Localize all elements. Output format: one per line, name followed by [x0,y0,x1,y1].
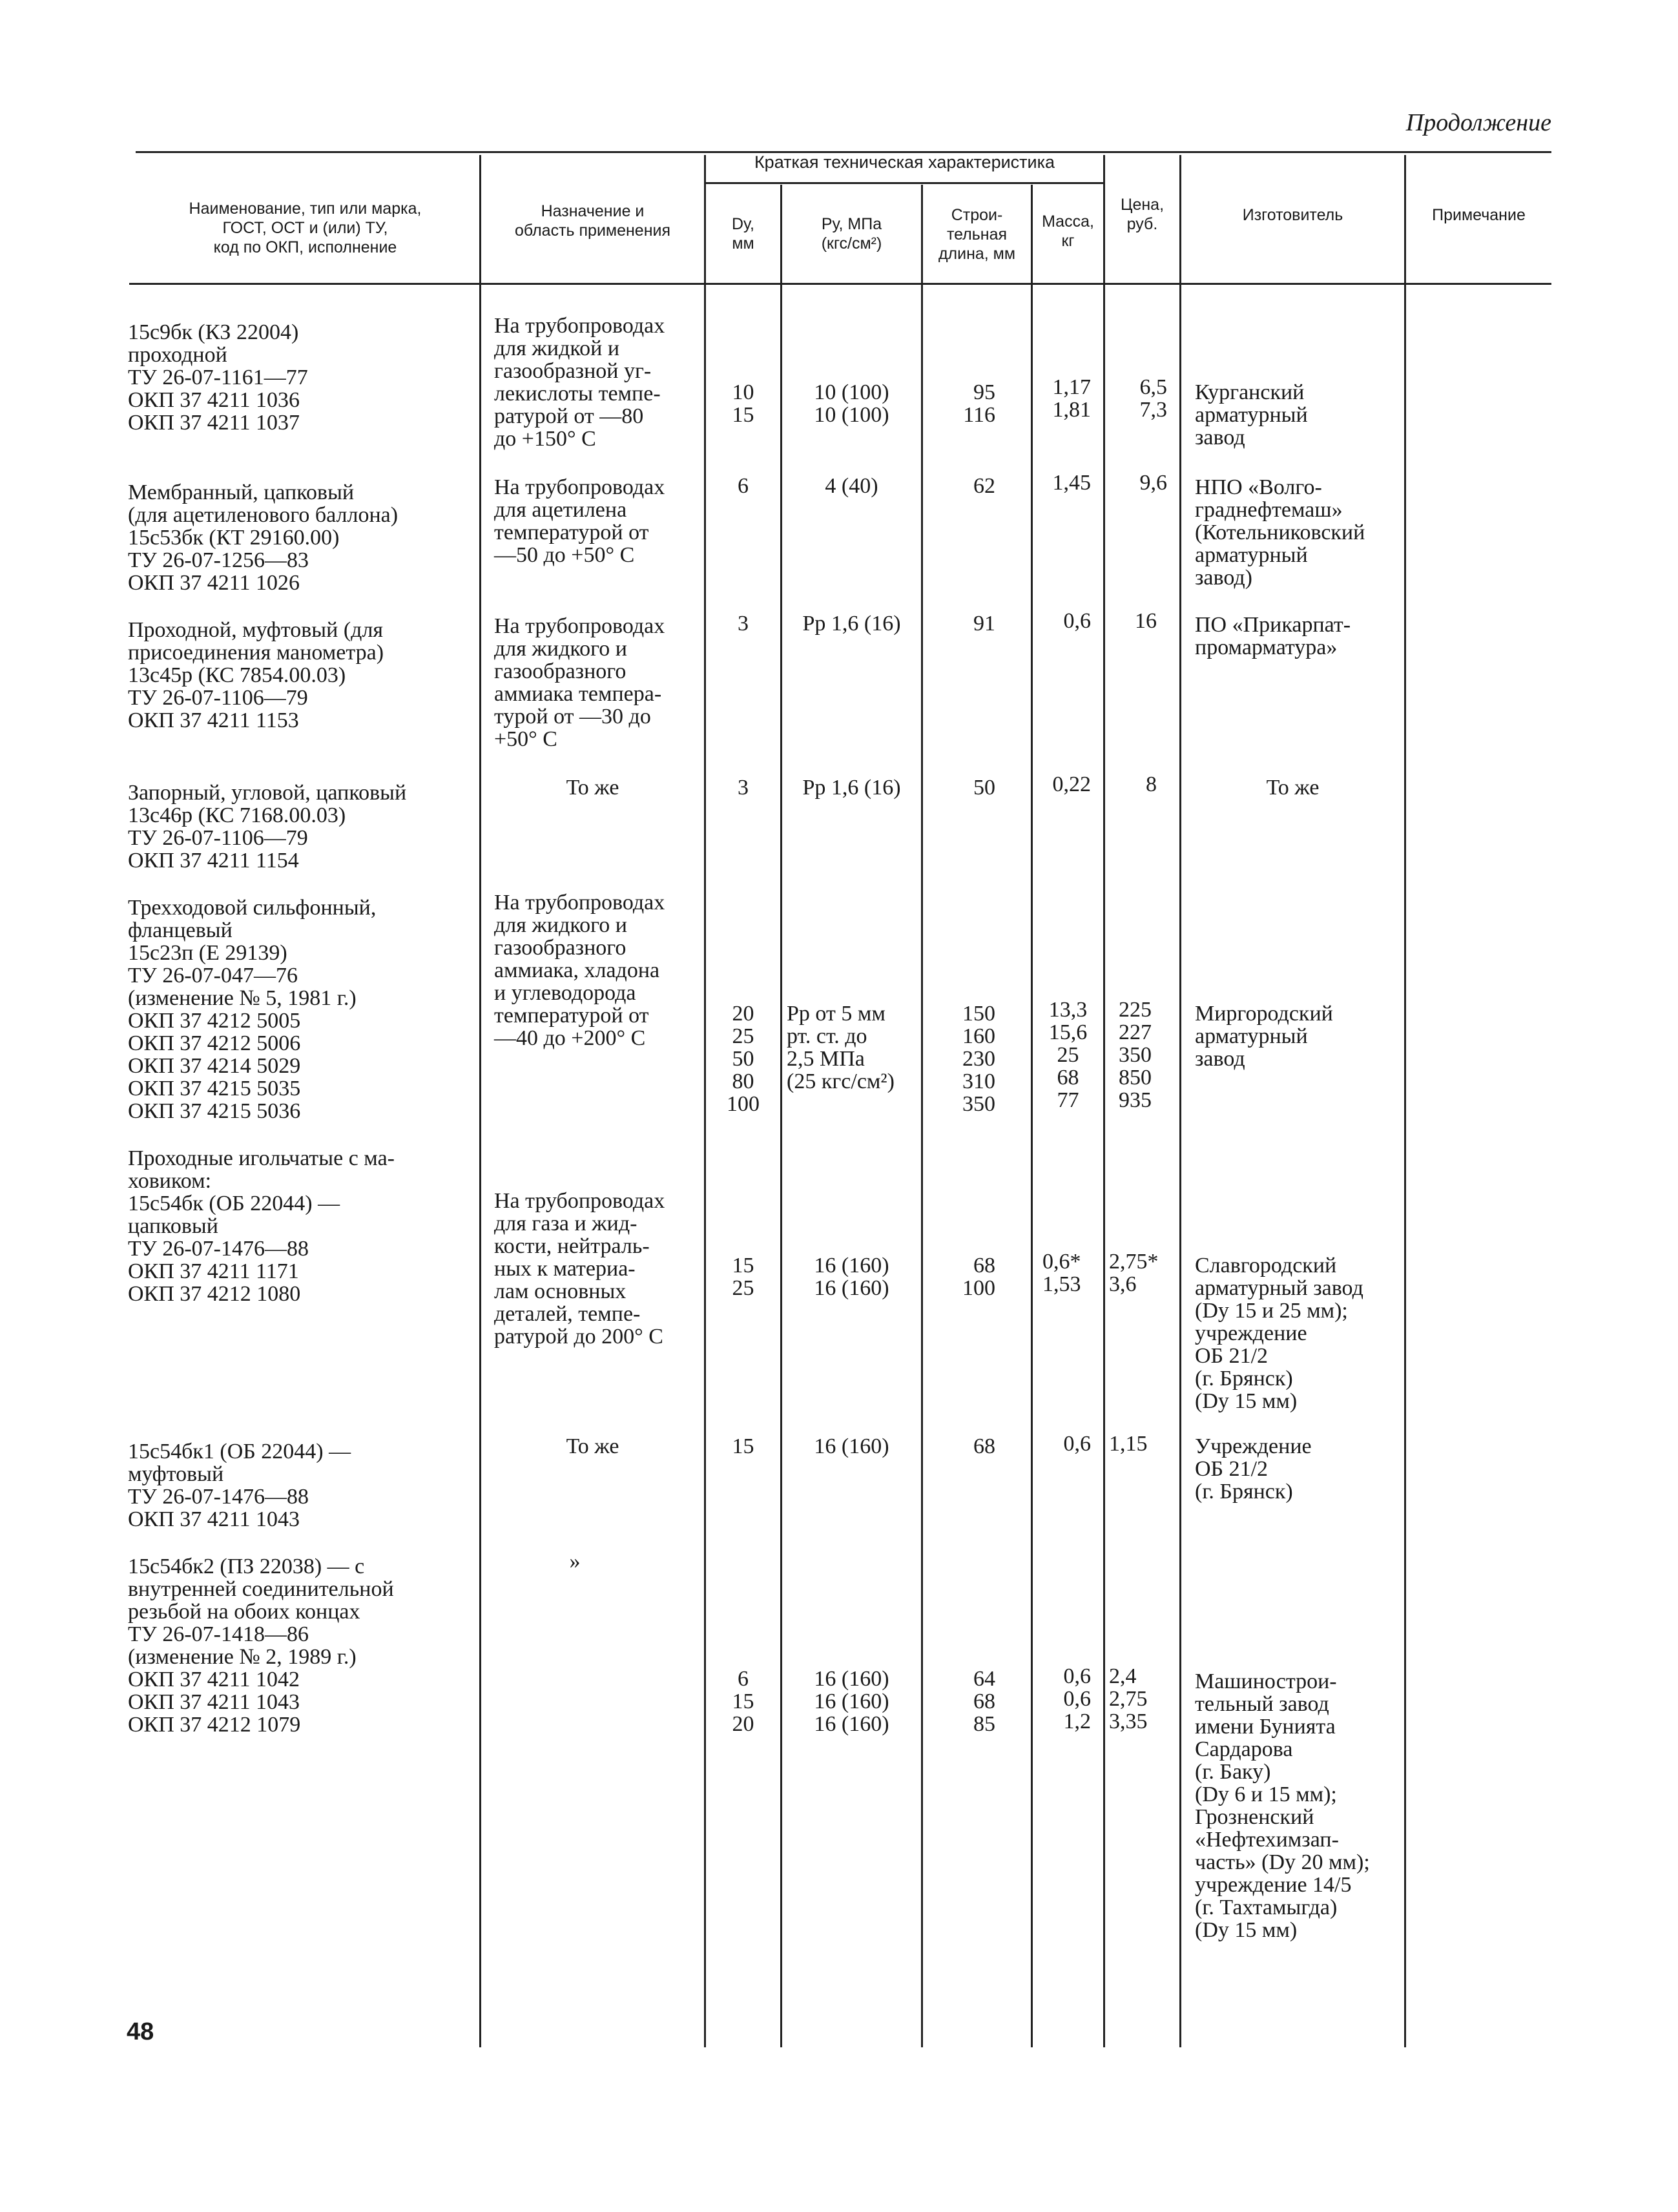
page-number: 48 [127,2018,154,2045]
cell-purpose: На трубопроводах для газа и жид- кости, нейтраль- ных к материа- лам основных деталей, темпе- ратурой до 200° С [494,1189,665,1349]
header-price: Цена, руб. [1120,196,1165,233]
header-note: Примечание [1432,206,1526,224]
col-rule-6 [1103,155,1105,2047]
cell-length: 62 [973,474,995,498]
cell-length: 68 [973,1434,995,1458]
cell-maker: Машинострои- тельный завод имени Бунията Сардарова (г. Баку) (Dу 6 и 15 мм); Грозненский «Нефтехимзап- часть» (Dу 20 мм); учреждение 14/5 (г. Тахтамыгда) (Dу 15 мм) [1195,1669,1370,1942]
cell-py: 10 (100) 10 (100) [814,380,889,427]
cell-price: 6,5 7,3 [1139,375,1167,422]
cell-mass: 1,45 [1052,471,1091,495]
cell-purpose: На трубопроводах для жидкого и газообразного аммиака, хладона и углеводорода температурой от —40 до +200° С [494,891,665,1050]
cell-price: 2,75* 3,6 [1109,1250,1159,1296]
col-rule-4 [921,185,923,2047]
cell-name: 15с54бк1 (ОБ 22044) — муфтовый ТУ 26-07-1476—88 ОКП 37 4211 1043 [128,1440,351,1531]
col-rule-5 [1031,185,1033,2047]
cell-mass: 1,17 1,81 [1052,375,1091,422]
header-dy: Dу, мм [732,215,754,253]
cell-price: 9,6 [1139,471,1167,495]
col-rule-8 [1404,155,1406,2047]
cell-price: 2,4 2,75 3,35 [1109,1664,1148,1733]
cell-length: 91 [973,612,995,636]
cell-purpose: То же [566,776,619,800]
cell-mass: 0,6 [1063,1432,1091,1456]
cell-purpose: На трубопроводах для жидкого и газообразного аммиака темпера- турой от —30 до +50° С [494,614,665,751]
cell-dy: 3 [738,776,749,800]
cell-maker: Учреждение ОБ 21/2 (г. Брянск) [1195,1434,1312,1504]
cell-name: Мембранный, цапковый (для ацетиленового баллона) 15с53бк (КТ 29160.00) ТУ 26-07-1256—83 ОКП 37 4211 1026 [128,481,399,595]
cell-price: 225 227 350 850 935 [1119,998,1152,1112]
cell-dy: 3 [738,612,749,636]
cell-purpose: На трубопроводах для ацетилена температурой от —50 до +50° С [494,475,665,567]
cell-name: Проходной, муфтовый (для присоединения манометра) 13с45р (КС 7854.00.03) ТУ 26-07-1106—79 ОКП 37 4211 1153 [128,618,384,732]
cell-maker: ПО «Прикарпат- промарматура» [1195,613,1351,659]
header-purpose: Назначение и область применения [514,202,671,240]
cell-price: 1,15 [1109,1432,1148,1456]
continuation-label: Продолжение [1405,109,1551,136]
header-maker: Изготовитель [1242,206,1343,224]
cell-name: 15с54бк2 (ПЗ 22038) — с внутренней соединительной резьбой на обоих концах ТУ 26-07-1418—86 (изменение № 2, 1989 г.) ОКП 37 4211 1042 ОКП 37 4211 1043 ОКП 37 4212 1079 [128,1555,394,1737]
cell-dy: 15 25 [732,1254,754,1300]
cell-purpose: » [569,1549,581,1573]
cell-py: Pр 1,6 (16) [802,776,901,800]
cell-mass: 0,6 [1063,609,1091,633]
header-tech-group: Краткая техническая характеристика [754,152,1055,172]
col-rule-3 [780,185,782,2047]
cell-price: 16 [1135,609,1157,633]
cell-py: Pр 1,6 (16) [802,612,901,636]
cell-dy: 15 [732,1434,754,1458]
cell-name: Проходные игольчатые с ма- ховиком: 15с54бк (ОБ 22044) — цапковый ТУ 26-07-1476—88 ОКП 37 4211 1171 ОКП 37 4212 1080 [128,1146,395,1306]
header-bottom-rule [129,283,1551,285]
cell-maker: НПО «Волго- граднефтемаш» (Котельниковский арматурный завод) [1195,475,1365,590]
tech-group-rule [704,182,1103,184]
header-length: Строи- тельная длина, мм [938,206,1016,263]
cell-mass: 0,6 0,6 1,2 [1063,1664,1091,1733]
header-py: Pу, МПа (кгс/см²) [821,215,882,253]
cell-purpose: На трубопроводах для жидкой и газообразной уг- лекислоты темпе- ратурой от —80 до +150° С [494,314,665,451]
cell-name: Запорный, угловой, цапковый 13с46р (КС 7168.00.03) ТУ 26-07-1106—79 ОКП 37 4211 1154 [128,781,407,873]
col-rule-7 [1179,155,1181,2047]
cell-mass: 0,6* 1,53 [1042,1250,1081,1296]
header-mass: Масса, кг [1042,212,1094,250]
cell-py: 16 (160) 16 (160) [814,1254,889,1300]
cell-mass: 13,3 15,6 25 68 77 [1048,998,1088,1112]
header-name: Наименование, тип или марка, ГОСТ, ОСТ и (или) ТУ, код по ОКП, исполнение [189,200,422,256]
cell-length: 68 100 [962,1254,995,1300]
cell-price: 8 [1146,772,1157,796]
cell-length: 150 160 230 310 350 [962,1002,995,1116]
cell-dy: 6 15 20 [732,1667,754,1736]
cell-name: 15с9бк (КЗ 22004) проходной ТУ 26-07-1161—77 ОКП 37 4211 1036 ОКП 37 4211 1037 [128,320,308,435]
cell-dy: 6 [738,474,749,498]
cell-py: 16 (160) [814,1434,889,1458]
cell-purpose: То же [566,1434,619,1458]
cell-mass: 0,22 [1052,772,1091,796]
cell-maker: Миргородский арматурный завод [1195,1002,1333,1071]
cell-length: 64 68 85 [973,1667,995,1736]
cell-name: Трехходовой сильфонный, фланцевый 15с23п (Е 29139) ТУ 26-07-047—76 (изменение № 5, 1981 г.) ОКП 37 4212 5005 ОКП 37 4212 5006 ОКП 37 4214 5029 ОКП 37 4215 5035 ОКП 37 4215 5036 [128,896,377,1123]
cell-length: 95 116 [963,380,995,427]
cell-length: 50 [973,776,995,800]
col-rule-1 [479,155,481,2047]
cell-dy: 10 15 [732,380,754,427]
cell-py: 16 (160) 16 (160) 16 (160) [814,1667,889,1736]
cell-dy: 20 25 50 80 100 [727,1002,760,1116]
cell-maker: То же [1266,776,1320,800]
cell-py: 4 (40) [825,474,878,498]
cell-py: Pр от 5 мм рт. ст. до 2,5 МПа (25 кгс/см²) [787,1002,895,1093]
cell-maker: Курганский арматурный завод [1195,380,1308,450]
cell-maker: Славгородский арматурный завод (Dу 15 и 25 мм); учреждение ОБ 21/2 (г. Брянск) (Dу 15 мм) [1195,1254,1363,1413]
